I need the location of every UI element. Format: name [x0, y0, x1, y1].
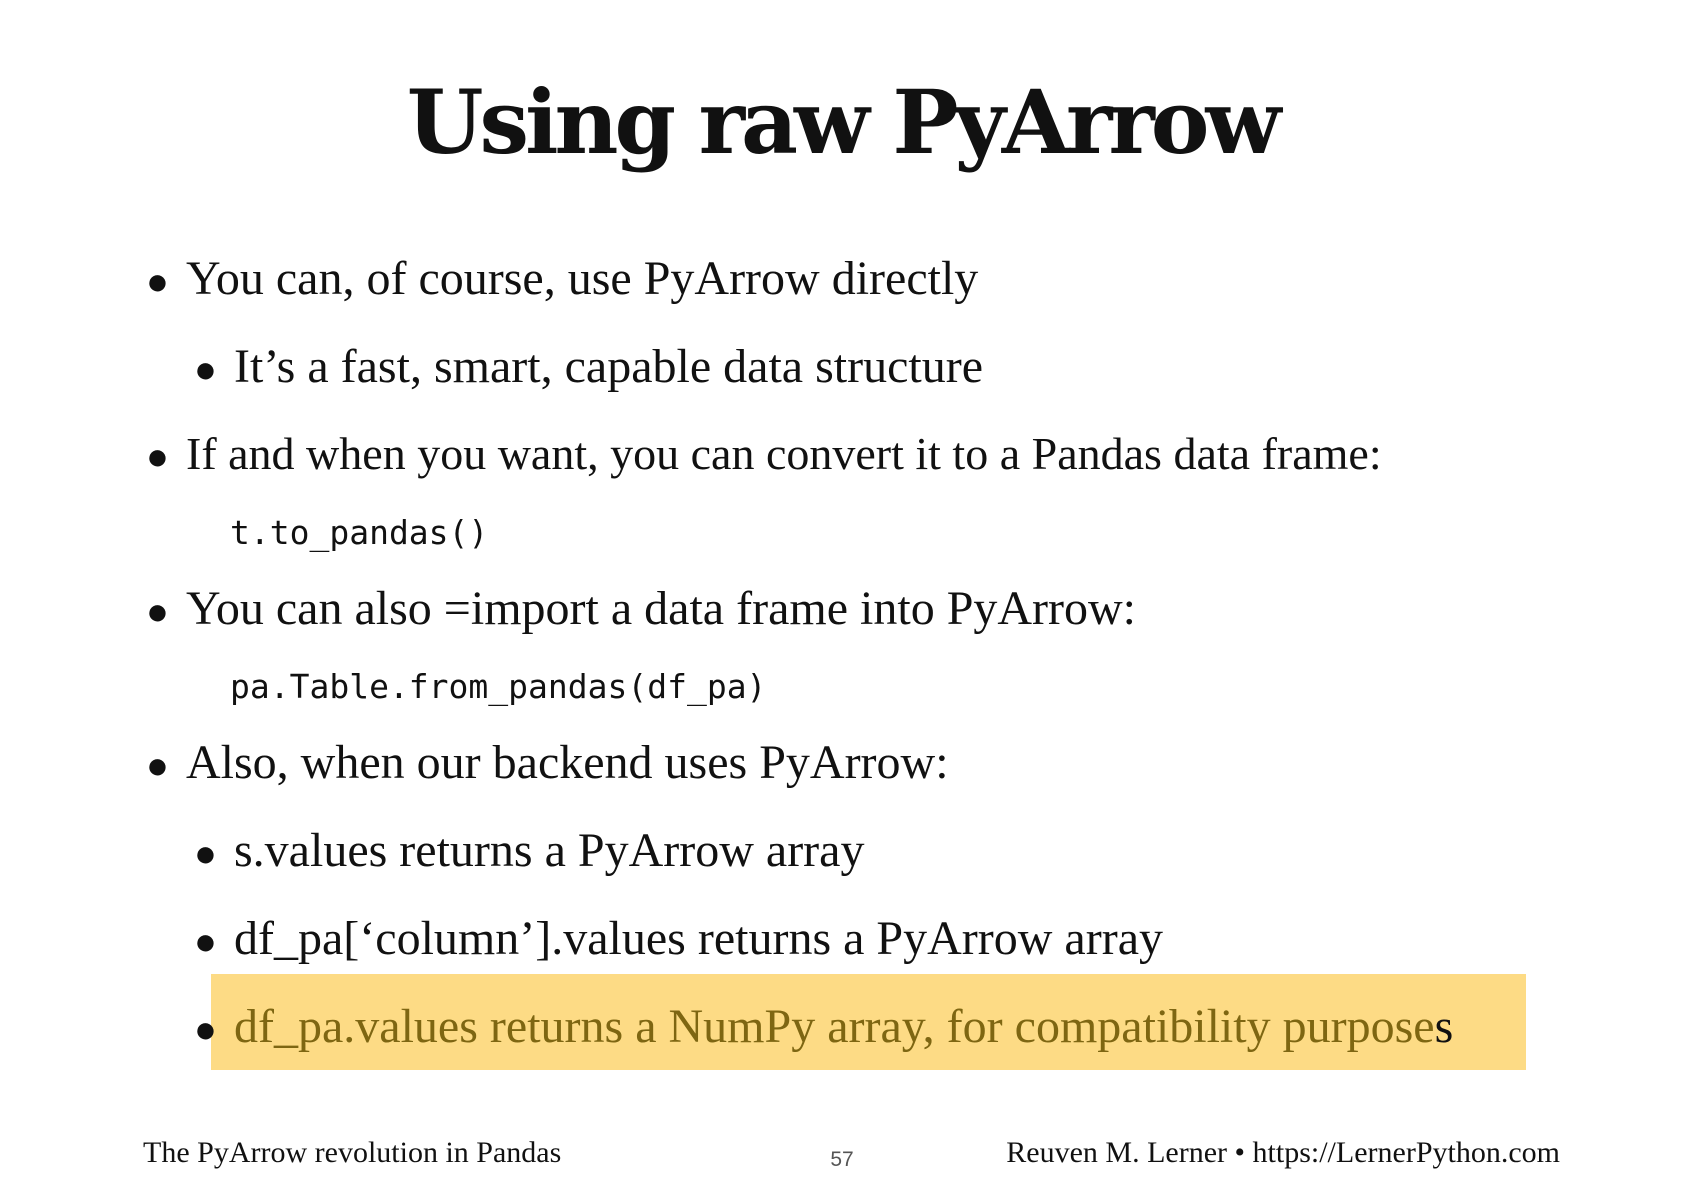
bullet-text: It’s a fast, smart, capable data structure [234, 340, 984, 393]
bullet-text: You can, of course, use PyArrow directly [186, 252, 979, 305]
footer-right: Reuven M. Lerner • https://LernerPython.com [1006, 1136, 1560, 1169]
bullet-dot-icon: ● [194, 1009, 217, 1051]
bullet-text: s.values returns a PyArrow array [234, 824, 865, 877]
bullet-text: If and when you want, you can convert it to a Pandas data frame: [186, 428, 1382, 479]
page-number: 57 [830, 1148, 854, 1171]
slide-title: Using raw PyArrow [406, 70, 1278, 174]
bullet-dot-icon: ● [194, 833, 217, 875]
bullet-item [146, 736, 949, 789]
bullet-item [146, 428, 1382, 479]
bullet-text: Also, when our backend uses PyArrow: [186, 736, 949, 789]
bullet-dot-icon: ● [194, 921, 217, 963]
bullet-text-tail: s [1434, 1000, 1454, 1053]
sub-bullet-item [194, 824, 865, 877]
bullet-dot-icon: ● [146, 261, 169, 303]
code-snippet: pa.Table.from_pandas(df_pa) [230, 667, 767, 706]
highlighted-sub-bullet-item [194, 1000, 1684, 1053]
footer-left: The PyArrow revolution in Pandas [143, 1136, 562, 1169]
bullet-item [146, 582, 1137, 635]
bullet-dot-icon: ● [146, 436, 169, 478]
bullet-text: df_pa[‘column’].values returns a PyArrow array [234, 912, 1163, 965]
bullet-dot-icon: ● [146, 591, 169, 633]
code-snippet: t.to_pandas() [230, 513, 489, 552]
highlighted-text: df_pa.values returns a NumPy array, for compatibility purpose [234, 1000, 1435, 1053]
sub-bullet-item [194, 912, 1163, 965]
bullet-text: You can also =import a data frame into PyArrow: [186, 582, 1137, 635]
bullet-dot-icon: ● [146, 745, 169, 787]
sub-bullet-item [194, 340, 984, 393]
bullet-dot-icon: ● [194, 349, 217, 391]
bullet-item [146, 252, 979, 305]
